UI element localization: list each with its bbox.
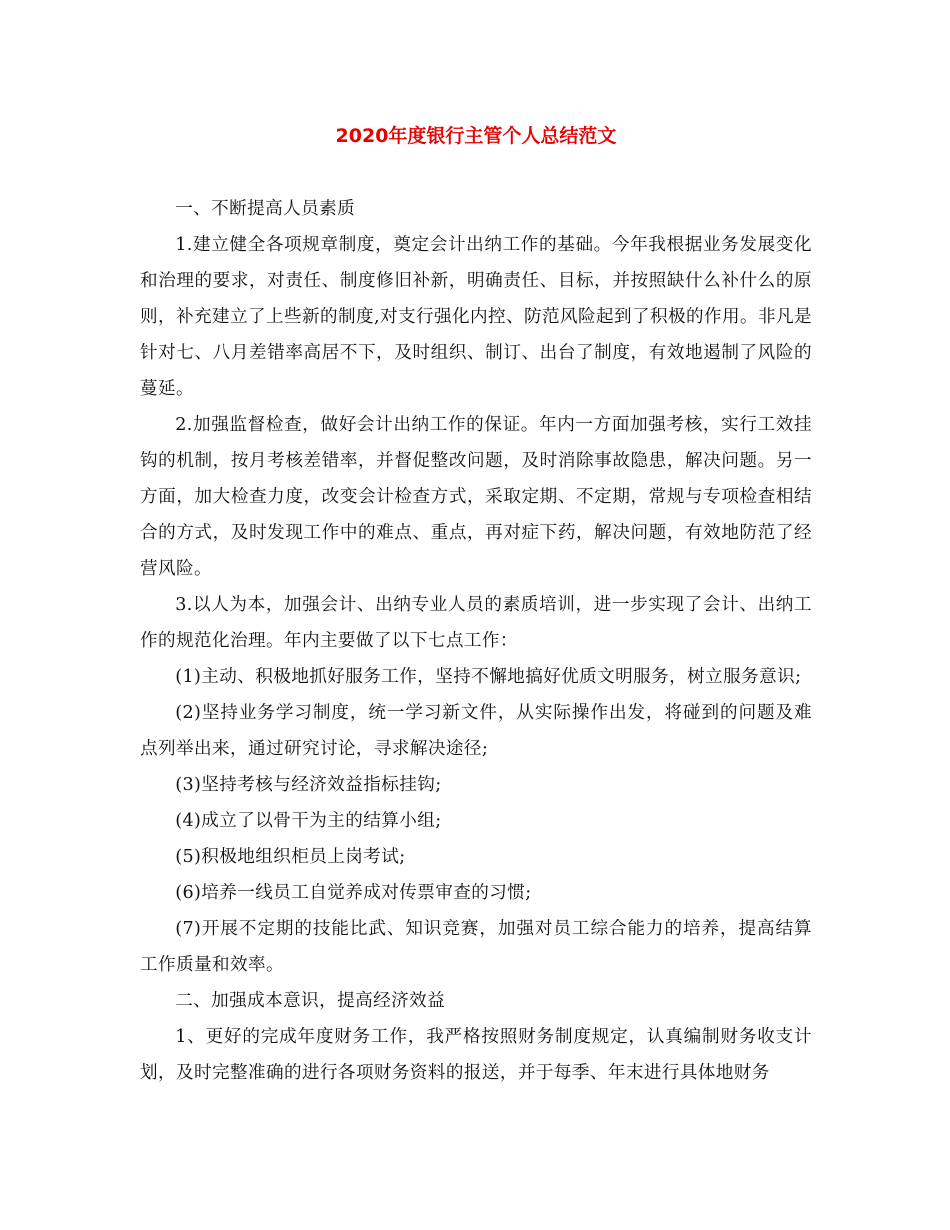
paragraph-finance: 1、更好的完成年度财务工作，我严格按照财务制度规定，认真编制财务收支计划，及时完整准确的进行各项财务资料的报送，并于每季、年末进行具体地财务 <box>140 1027 812 1083</box>
paragraph-training: 3.以人为本，加强会计、出纳专业人员的素质培训，进一步实现了会计、出纳工作的规范化治理。年内主要做了以下七点工作： <box>140 595 812 651</box>
list-item-5: (5)积极地组织柜员上岗考试; <box>175 847 406 867</box>
list-item-1: (1)主动、积极地抓好服务工作，坚持不懈地搞好优质文明服务，树立服务意识; <box>175 667 802 687</box>
list-item-2: (2)坚持业务学习制度，统一学习新文件，从实际操作出发，将碰到的问题及难点列举出来，通过研究讨论，寻求解决途径; <box>140 703 812 759</box>
document-title: 2020年度银行主管个人总结范文 <box>335 125 617 147</box>
section-heading-1: 一、不断提高人员素质 <box>175 199 356 219</box>
document-body <box>140 191 812 1091</box>
list-item-3: (3)坚持考核与经济效益指标挂钩; <box>175 775 442 795</box>
paragraph-rules-system: 1.建立健全各项规章制度，奠定会计出纳工作的基础。今年我根据业务发展变化和治理的要求，对责任、制度修旧补新，明确责任、目标，并按照缺什么补什么的原则，补充建立了上些新的制度,对支行强化内控、防范风险起到了积极的作用。非凡是针对七、八月差错率高居不下，及时组织、制订、出台了制度，有效地遏制了风险的蔓延。 <box>140 235 812 399</box>
list-item-4: (4)成立了以骨干为主的结算小组; <box>175 811 442 831</box>
list-item-6: (6)培养一线员工自觉养成对传票审查的习惯; <box>175 883 532 903</box>
paragraph-supervision: 2.加强监督检查，做好会计出纳工作的保证。年内一方面加强考核，实行工效挂钩的机制，按月考核差错率，并督促整改问题，及时消除事故隐患，解决问题。另一方面，加大检查力度，改变会计检查方式，采取定期、不定期，常规与专项检查相结合的方式，及时发现工作中的难点、重点，再对症下药，解决问题，有效地防范了经营风险。 <box>140 415 812 579</box>
list-item-7: (7)开展不定期的技能比武、知识竞赛，加强对员工综合能力的培养，提高结算工作质量和效率。 <box>140 919 812 975</box>
section-heading-2: 二、加强成本意识，提高经济效益 <box>175 991 446 1011</box>
